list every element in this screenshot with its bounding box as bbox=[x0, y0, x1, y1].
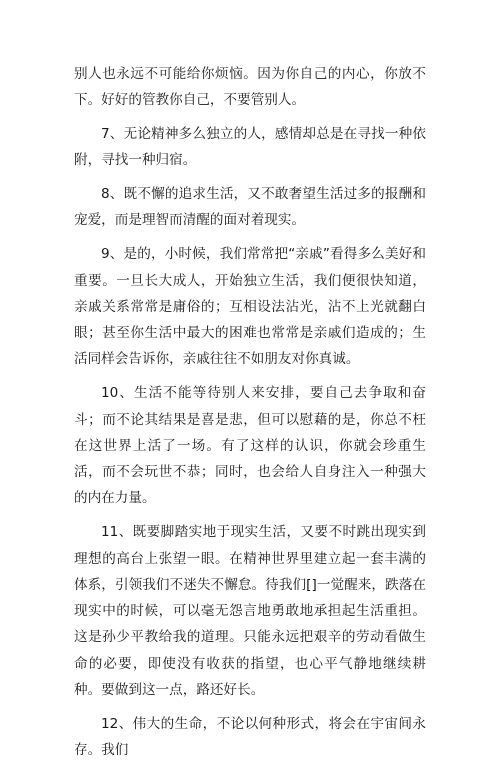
paragraph-9: 9、是的，小时候，我们常常把“亲戚”看得多么美好和重要。一旦长大成人，开始独立生活，我们便很快知道，亲戚关系常常是庸俗的；互相设法沾光，沾不上光就翻白眼；甚至你生活中最大的困难也常常是亲戚们造成的；生活同样会告诉你，亲戚往往不如朋友对你真诚。 bbox=[74, 246, 426, 368]
paragraph-12: 12、伟大的生命，不论以何种形式，将会在宇宙间永存。我们 bbox=[74, 715, 426, 759]
paragraph-7: 7、无论精神多么独立的人，感情却总是在寻找一种依附，寻找一种归宿。 bbox=[74, 126, 426, 169]
paragraph-8: 8、既不懈的追求生活，又不敢奢望生活过多的报酬和宠爱，而是理智而清醒的面对着现实。 bbox=[74, 186, 426, 229]
paragraph-continuation: 别人也永远不可能给你烦恼。因为你自己的内心，你放不下。好好的管教你自己，不要管别人。 bbox=[74, 66, 426, 109]
paragraph-11: 11、既要脚踏实地于现实生活，又要不时跳出现实到理想的高台上张望一眼。在精神世界里建立起一套丰满的体系，引领我们不迷失不懈怠。待我们[]一觉醒来，跌落在现实中的时候，可以毫无怨言地勇敢地承担起生活重担。这是孙少平教给我的道理。只能永远把艰辛的劳动看做生命的必要，即使没有收获的指望，也心平气静地继续耕种。要做到这一点，路还好长。 bbox=[74, 524, 426, 699]
document-body bbox=[0, 61, 500, 771]
paragraph-10: 10、生活不能等待别人来安排，要自己去争取和奋斗；而不论其结果是喜是悲，但可以慰藉的是，你总不枉在这世界上活了一场。有了这样的认识，你就会珍重生活，而不会玩世不恭；同时，也会给人自身注入一种强大的内在力量。 bbox=[74, 385, 426, 507]
